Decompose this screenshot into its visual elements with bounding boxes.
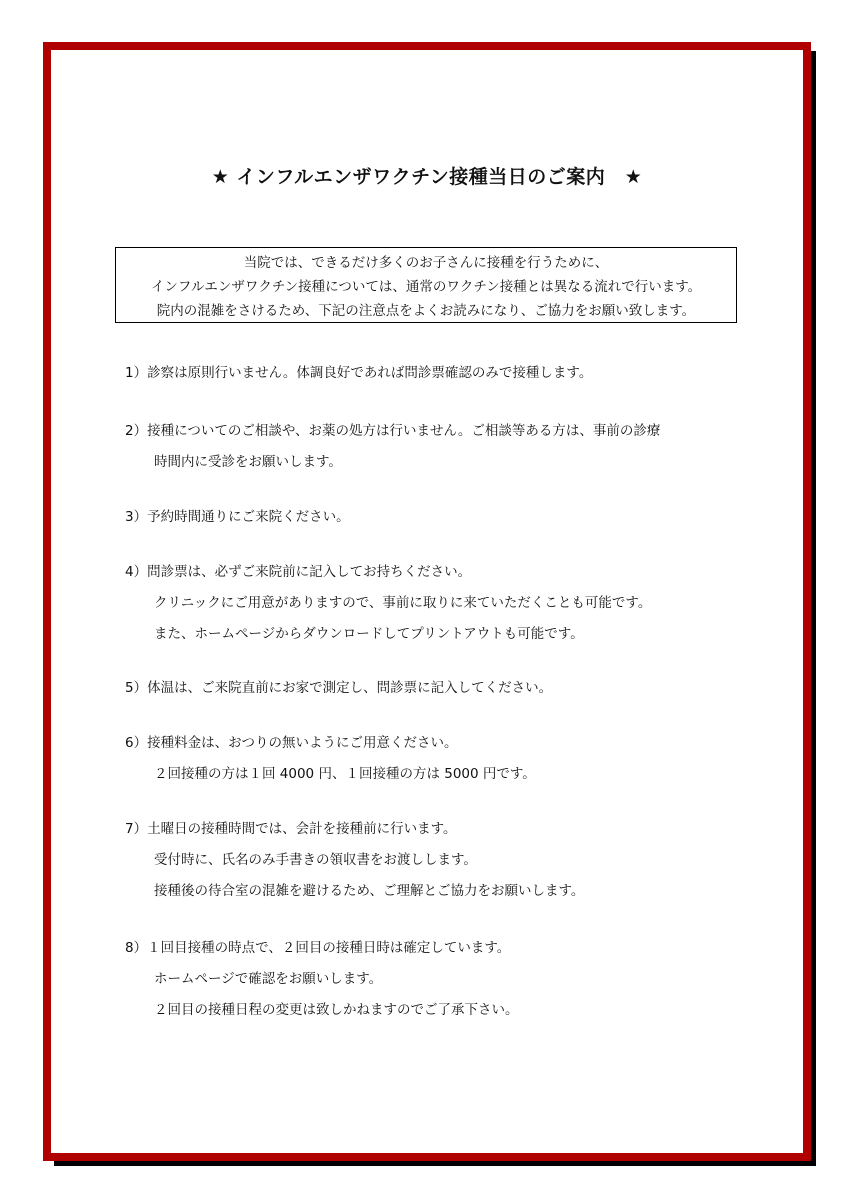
list-item-8	[125, 933, 519, 1026]
document-frame	[43, 42, 811, 1161]
list-item-7	[125, 814, 584, 907]
item-line: 3）予約時間通りにご来院ください。	[125, 509, 350, 525]
item-line: クリニックにご用意がありますので、事前に取りに来ていただくことも可能です。	[154, 595, 652, 611]
notice-line: 院内の混雑をさけるため、下記の注意点をよくお読みになり、ご協力をお願い致します。	[156, 303, 696, 319]
item-line: 4）問診票は、必ずご来院前に記入してお持ちください。	[125, 564, 472, 580]
list-item-6	[125, 728, 536, 790]
item-line: 2）接種についてのご相談や、お薬の処方は行いません。ご相談等ある方は、事前の診療	[125, 423, 661, 439]
item-line: 1）診察は原則行いません。体調良好であれば問診票確認のみで接種します。	[125, 365, 593, 381]
item-line: また、ホームページからダウンロードしてプリントアウトも可能です。	[154, 626, 584, 642]
list-item-2	[125, 416, 660, 478]
page-title: ★ インフルエンザワクチン接種当日のご案内 ★	[211, 166, 643, 188]
item-line: 6）接種料金は、おつりの無いようにご用意ください。	[125, 735, 458, 751]
item-line: ２回目の接種日程の変更は致しかねますのでご了承下さい。	[154, 1002, 519, 1018]
item-line: 7）土曜日の接種時間では、会計を接種前に行います。	[125, 821, 457, 837]
item-line: 受付時に、氏名のみ手書きの領収書をお渡しします。	[154, 852, 477, 868]
item-line: 接種後の待合室の混雑を避けるため、ご理解とご協力をお願いします。	[154, 883, 585, 899]
item-line: 時間内に受診をお願いします。	[154, 454, 342, 470]
notice-line: 当院では、できるだけ多くのお子さんに接種を行うために、	[243, 255, 609, 271]
item-line: 8）１回目接種の時点で、２回目の接種日時は確定しています。	[125, 940, 511, 956]
item-line: ２回接種の方は１回 4000 円、１回接種の方は 5000 円です。	[154, 766, 536, 782]
notice-line: インフルエンザワクチン接種については、通常のワクチン接種とは異なる流れで行います。	[150, 279, 702, 295]
item-line: ホームページで確認をお願いします。	[154, 971, 383, 987]
list-item-3	[125, 502, 350, 533]
list-item-4	[125, 557, 651, 650]
item-line: 5）体温は、ご来院直前にお家で測定し、問診票に記入してください。	[125, 680, 553, 696]
notice-box	[115, 247, 737, 323]
list-item-1	[125, 358, 592, 389]
list-item-5	[125, 673, 552, 704]
